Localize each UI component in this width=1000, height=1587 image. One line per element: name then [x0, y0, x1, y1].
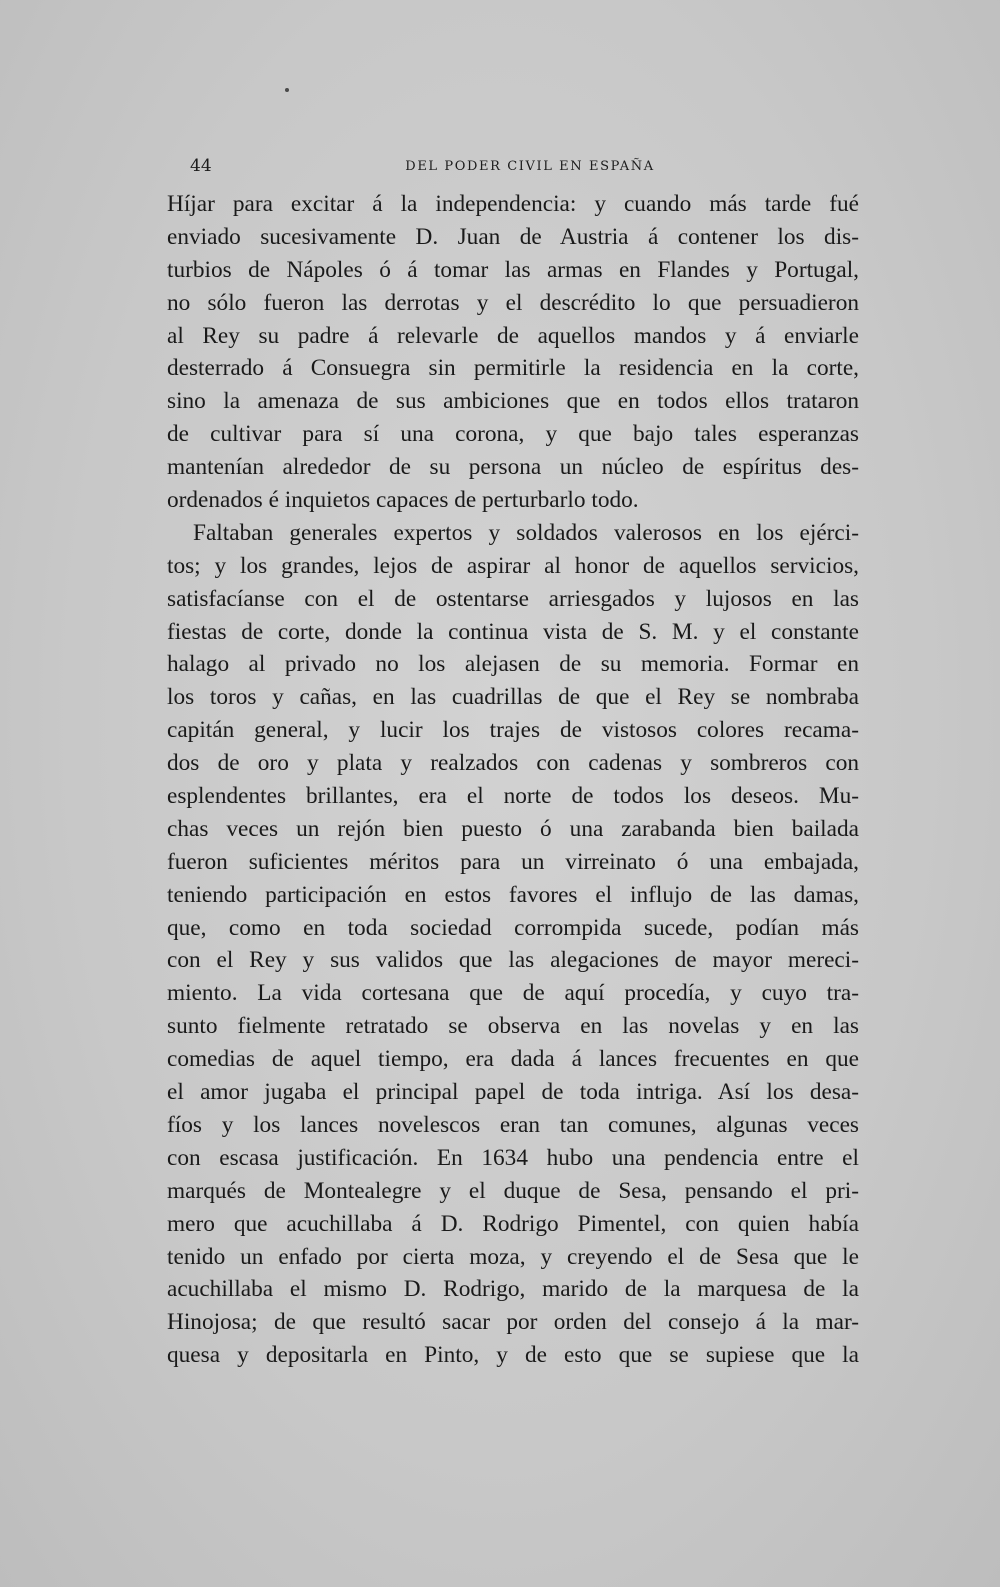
- text-line: mantenían alrededor de su persona un núcleo de espíritus des-: [167, 454, 859, 481]
- text-line: sino la amenaza de sus ambiciones que en todos ellos trataron: [167, 388, 859, 415]
- text-line: con el Rey y sus validos que las alegaciones de mayor mereci-: [167, 947, 859, 974]
- text-line: capitán general, y lucir los trajes de vistosos colores recama-: [167, 717, 859, 744]
- text-line: acuchillaba el mismo D. Rodrigo, marido de la marquesa de la: [167, 1276, 859, 1303]
- text-line: tenido un enfado por cierta moza, y creyendo el de Sesa que le: [167, 1243, 859, 1270]
- text-line: enviado sucesivamente D. Juan de Austria á contener los dis-: [167, 223, 859, 250]
- text-line: Híjar para excitar á la independencia: y cuando más tarde fué: [167, 191, 859, 217]
- text-line: sunto fielmente retratado se observa en las novelas y en las: [167, 1013, 859, 1040]
- text-line: quesa y depositarla en Pinto, y de esto que se supiese que la: [167, 1342, 859, 1369]
- text-line: al Rey su padre á relevarle de aquellos mandos y á enviarle: [167, 322, 859, 349]
- text-line: fiestas de corte, donde la continua vista de S. M. y el constante: [167, 618, 859, 645]
- text-line: mero que acuchillaba á D. Rodrigo Pimentel, con quien había: [167, 1210, 859, 1237]
- text-line: con escasa justificación. En 1634 hubo una pendencia entre el: [167, 1144, 859, 1171]
- text-line: comedias de aquel tiempo, era dada á lances frecuentes en que: [167, 1046, 859, 1073]
- text-line: que, como en toda sociedad corrompida sucede, podían más: [167, 914, 859, 941]
- running-header: [190, 156, 870, 180]
- text-line: Faltaban generales expertos y soldados valerosos en los ejérci-: [193, 519, 859, 546]
- text-line: Hinojosa; de que resultó sacar por orden del consejo á la mar-: [167, 1309, 859, 1336]
- text-line: chas veces un rejón bien puesto ó una zarabanda bien bailada: [167, 815, 859, 842]
- text-line: turbios de Nápoles ó á tomar las armas en Flandes y Portugal,: [167, 256, 859, 283]
- text-line: desterrado á Consuegra sin permitirle la residencia en la corte,: [167, 355, 859, 382]
- text-line: dos de oro y plata y realzados con cadenas y sombreros con: [167, 750, 859, 777]
- text-line: esplendentes brillantes, era el norte de todos los deseos. Mu-: [167, 783, 859, 810]
- text-line: tos; y los grandes, lejos de aspirar al honor de aquellos servicios,: [167, 552, 859, 579]
- text-line: halago al privado no los alejasen de su memoria. Formar en: [167, 651, 859, 678]
- text-line: satisfacíanse con el de ostentarse arriesgados y lujosos en las: [167, 585, 859, 612]
- text-line: el amor jugaba el principal papel de toda intriga. Así los desa-: [167, 1079, 859, 1106]
- text-line: marqués de Montealegre y el duque de Sesa, pensando el pri-: [167, 1177, 859, 1204]
- text-line: fueron suficientes méritos para un virreinato ó una embajada,: [167, 848, 859, 875]
- text-line: los toros y cañas, en las cuadrillas de que el Rey se nombraba: [167, 684, 859, 711]
- body-text: [167, 188, 859, 1372]
- ink-speck: [285, 88, 289, 92]
- running-title: DEL PODER CIVIL EN ESPAÑA: [405, 159, 655, 174]
- text-line: no sólo fueron las derrotas y el descrédito lo que persuadieron: [167, 289, 859, 316]
- text-line: teniendo participación en estos favores el influjo de las damas,: [167, 881, 859, 908]
- page-number: 44: [190, 156, 212, 176]
- text-line: de cultivar para sí una corona, y que bajo tales esperanzas: [167, 421, 859, 448]
- text-line: fíos y los lances novelescos eran tan comunes, algunas veces: [167, 1111, 859, 1138]
- text-line: ordenados é inquietos capaces de perturbarlo todo.: [167, 487, 639, 514]
- text-line: miento. La vida cortesana que de aquí procedía, y cuyo tra-: [167, 980, 859, 1007]
